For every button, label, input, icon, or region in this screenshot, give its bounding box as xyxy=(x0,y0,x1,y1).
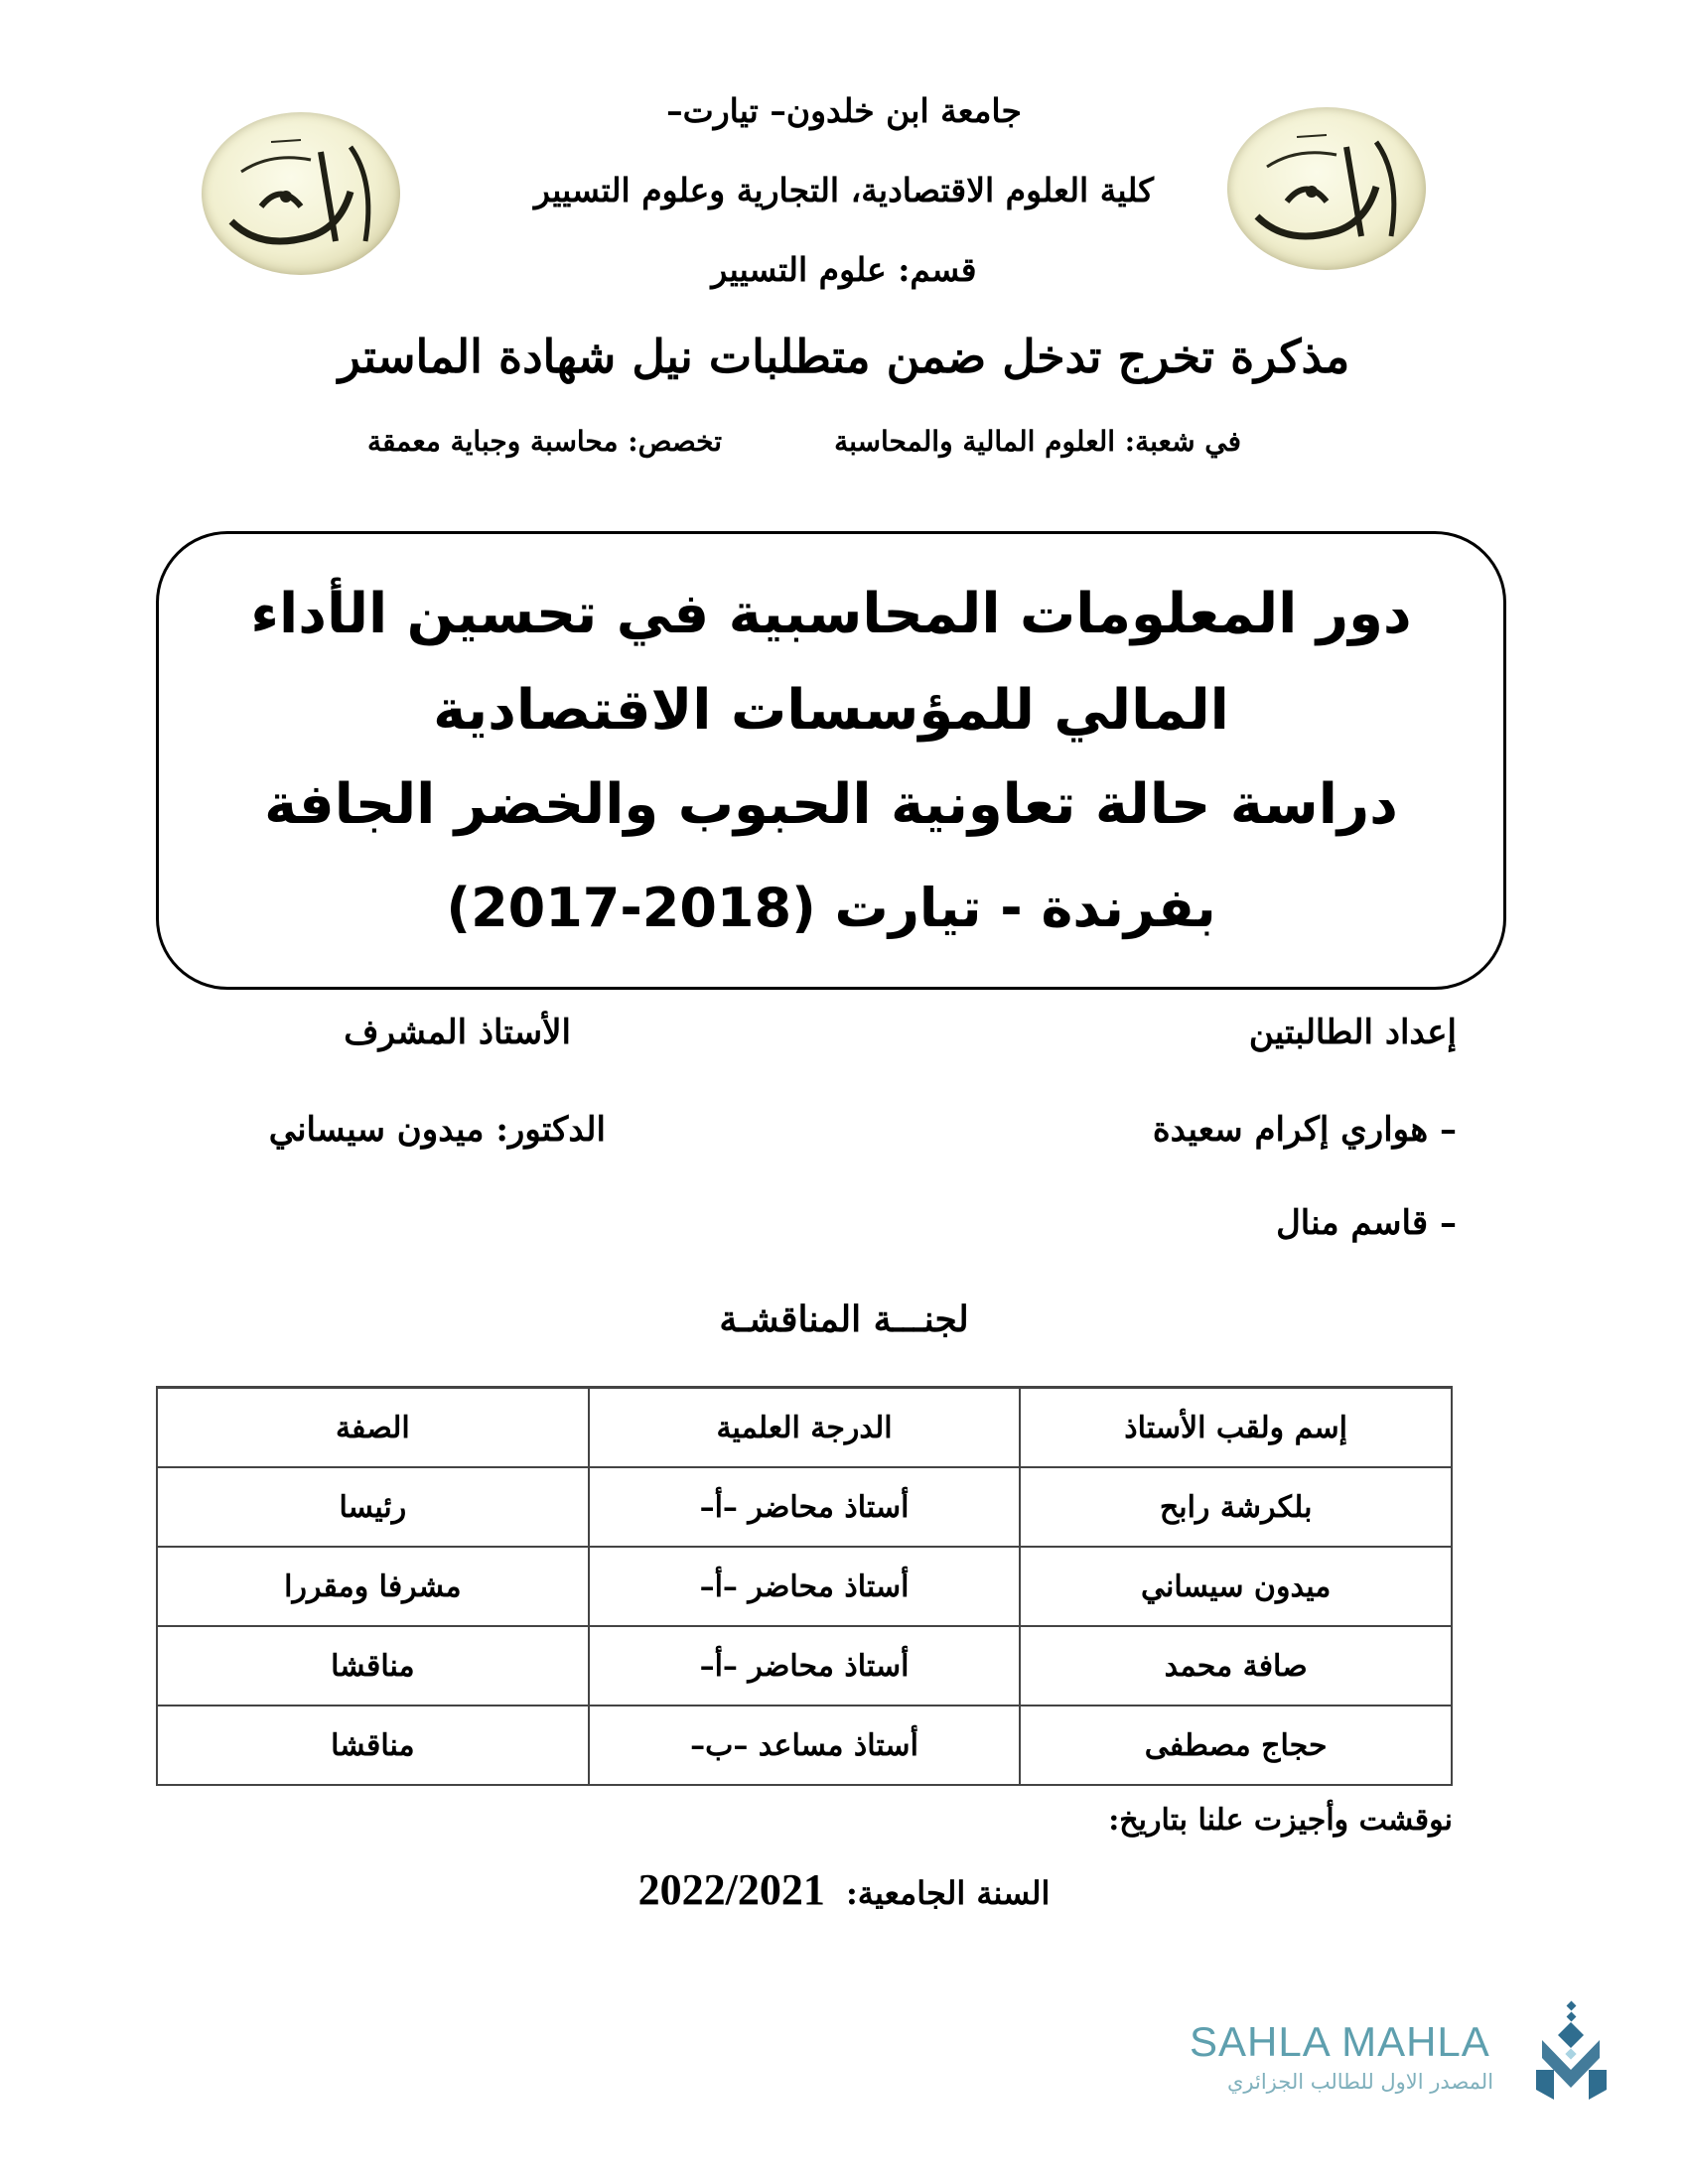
supervisor-label: الأستاذ المشرف xyxy=(344,1013,571,1052)
department-name: قسم: علوم التسيير xyxy=(711,250,977,289)
branch: في شعبة: العلوم المالية والمحاسبة xyxy=(834,425,1241,458)
student-name: – قاسم منال xyxy=(1276,1203,1457,1243)
university-name: جامعة ابن خلدون– تيارت– xyxy=(666,91,1022,130)
member-rank: أستاذ محاضر –أ– xyxy=(589,1626,1021,1706)
member-name: بلكرشة رابح xyxy=(1020,1467,1452,1547)
member-role: مناقشا xyxy=(157,1626,589,1706)
academic-year xyxy=(0,1864,1688,1915)
faculty-name: كلية العلوم الاقتصادية، التجارية وعلوم التسيير xyxy=(533,171,1155,209)
member-rank: أستاذ محاضر –أ– xyxy=(589,1467,1021,1547)
thesis-title-box xyxy=(156,531,1506,990)
supervisor-name: الدكتور: ميدون سيساني xyxy=(268,1110,606,1150)
member-name: ميدون سيساني xyxy=(1020,1547,1452,1626)
academic-year-value: 2022/2021 xyxy=(637,1865,825,1914)
member-role: مناقشا xyxy=(157,1706,589,1785)
table-row xyxy=(157,1706,1452,1785)
branch-specialty-row xyxy=(367,425,1241,469)
brand-name: SAHLA MAHLA xyxy=(1190,2018,1490,2065)
academic-year-label: السنة الجامعية: xyxy=(845,1874,1051,1912)
member-role: مشرفا ومقررا xyxy=(157,1547,589,1626)
prepared-by-label: إعداد الطالبتين xyxy=(1248,1013,1457,1052)
title-line-2: المالي للمؤسسات الاقتصادية xyxy=(433,678,1229,743)
discussion-date-label: نوقشت وأجيزت علنا بتاريخ: xyxy=(1108,1803,1453,1838)
member-role: رئيسا xyxy=(157,1467,589,1547)
title-line-4: بفرندة - تيارت (2018-2017) xyxy=(446,877,1216,939)
table-row xyxy=(157,1547,1452,1626)
student-name: – هواري إكرام سعيدة xyxy=(1152,1110,1457,1150)
column-header-name: إسم ولقب الأستاذ xyxy=(1020,1388,1452,1468)
committee-table xyxy=(156,1386,1453,1786)
title-line-1: دور المعلومات المحاسبية في تحسين الأداء xyxy=(250,582,1412,646)
sahla-mahla-logo xyxy=(1182,2000,1638,2110)
title-line-3: دراسة حالة تعاونية الحبوب والخضر الجافة xyxy=(264,772,1398,837)
member-name: حجاج مصطفى xyxy=(1020,1706,1452,1785)
table-row xyxy=(157,1626,1452,1706)
brand-tagline: المصدر الاول للطالب الجزائري xyxy=(1226,2070,1494,2094)
specialty: تخصص: محاسبة وجباية معمقة xyxy=(367,425,723,458)
brand-mark-icon xyxy=(1534,2000,1609,2105)
member-rank: أستاذ محاضر –أ– xyxy=(589,1547,1021,1626)
memo-statement: مذكرة تخرج تدخل ضمن متطلبات نيل شهادة الماستر xyxy=(338,330,1350,383)
column-header-rank: الدرجة العلمية xyxy=(589,1388,1021,1468)
member-name: صافة محمد xyxy=(1020,1626,1452,1706)
column-header-role: الصفة xyxy=(157,1388,589,1468)
table-header-row xyxy=(157,1388,1452,1468)
committee-title: لجنـــة المناقشـة xyxy=(719,1298,969,1340)
table-row xyxy=(157,1467,1452,1547)
member-rank: أستاذ مساعد –ب– xyxy=(589,1706,1021,1785)
